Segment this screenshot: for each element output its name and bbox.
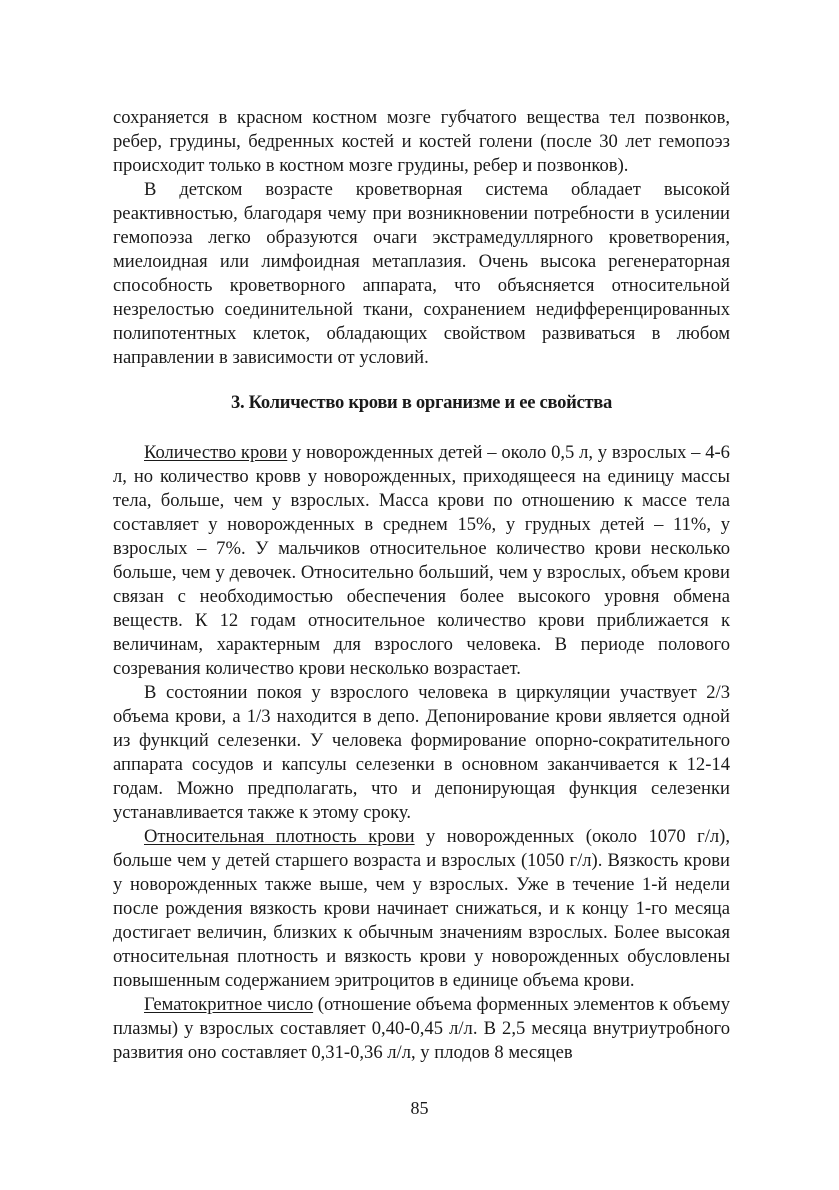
- paragraph-hematocrit-text: (отношение объема форменных элементов к объему плазмы) у взрослых составляет 0,40-0,45 л/л. В 2,5 месяца внутриутробного развития оно составляет 0,31-0,36 л/л, у плодов 8 месяцев: [113, 994, 731, 1063]
- page-body: [113, 106, 730, 1065]
- term-hematocrit: Гематокритное число: [144, 994, 314, 1015]
- paragraph-blood-depot-text: В состоянии покоя у взрослого человека в циркуляции участвует 2/3 объема крови, а 1/3 находится в депо. Депонирование крови является одной из функций селезенки. У человека формирование опорно-сократительного аппарата сосудов и капсулы селезенки в основном заканчивается к 12-14 годам. Можно предполагать, что и депонирующая функция селезенки устанавливается также к этому сроку.: [113, 682, 730, 823]
- paragraph-blood-quantity-text: у новорожденных детей – около 0,5 л, у взрослых – 4-6 л, но количество кровв у новорожденных, приходящееся на единицу массы тела, больше, чем у взрослых. Масса крови по отношению к массе тела составляет у новорожденных в среднем 15%, у грудных детей – 11%, у взрослых – 7%. У мальчиков относительное количество крови несколько больше, чем у девочек. Относительно больший, чем у взрослых, объем крови связан с необходимостью обеспечения более высокого уровня обмена веществ. К 12 годам относительное количество крови приближается к величинам, характерным для взрослого человека. В периоде полового созревания количество крови несколько возрастает.: [113, 442, 730, 679]
- term-blood-density: Относительная плотность крови: [144, 826, 415, 847]
- paragraph-1: [113, 106, 730, 178]
- paragraph-blood-depot: [113, 681, 730, 825]
- section-heading: 3. Количество крови в организме и ее свойства: [230, 392, 613, 413]
- paragraph-blood-density-text: у новорожденных (около 1070 г/л), больше чем у детей старшего возраста и взрослых (1050 г/л). Вязкость крови у новорожденных также выше, чем у взрослых. Уже в течение 1-й недели после рождения вязкость крови начинает снижаться, и к концу 1-го месяца достигает величин, близких к обычным значениям взрослых. Более высокая относительная плотность и вязкость крови у новорожденных обусловлены повышенным содержанием эритроцитов в единице объема крови.: [113, 826, 730, 991]
- paragraph-1-text: сохраняется в красном костном мозге губчатого вещества тел позвонков, ребер, грудины, бедренных костей и костей голени (после 30 лет гемопоэз происходит только в костном мозге грудины, ребер и позвонков).: [113, 107, 730, 176]
- paragraph-2: [113, 178, 730, 370]
- paragraph-blood-density: [113, 825, 730, 993]
- paragraph-hematocrit: [113, 993, 730, 1065]
- term-blood-quantity: Количество крови: [144, 442, 288, 463]
- page-number: 85: [410, 1098, 429, 1118]
- paragraph-blood-quantity: [113, 441, 730, 681]
- paragraph-2-text: В детском возрасте кроветворная система обладает высокой реактивностью, благодаря чему при возникновении потребности в усилении гемопоэза легко образуются очаги экстрамедуллярного кроветворения, миелоидная или лимфоидная метаплазия. Очень высока регенераторная способность кроветворного аппарата, что объясняется относительной незрелостью соединительной ткани, сохранением недифференцированных полипотентных клеток, обладающих свойством развиваться в любом направлении в зависимости от условий.: [113, 179, 730, 368]
